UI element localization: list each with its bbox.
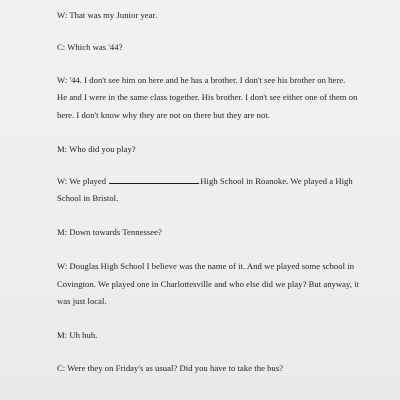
transcript-line: M: Uh huh. — [57, 330, 98, 340]
transcript-line-with-blank — [57, 176, 353, 186]
transcript-line: C: Which was '44? — [57, 42, 123, 52]
transcript-line: M: Who did you play? — [57, 144, 136, 154]
line-prefix: W: We played — [57, 176, 107, 186]
transcript-line: M: Down towards Tennessee? — [57, 227, 162, 237]
transcript-line: He and I were in the same class together. His brother. I don't see either one of them on — [57, 92, 358, 102]
transcript-line: W: Douglas High School I believe was the name of it. And we played some school in — [57, 261, 355, 271]
transcript-line: C: Were they on Friday's as usual? Did you have to take the bus? — [57, 363, 284, 373]
transcript-line: W: That was my Junior year. — [57, 10, 158, 20]
transcript-line: W: '44. I don't see him on here and he has a brother. I don't see his brother on here. — [57, 75, 346, 85]
transcript-line: School in Bristol. — [57, 193, 119, 203]
transcript-line: here. I don't know why they are not on there but they are not. — [57, 110, 270, 120]
line-suffix: High School in Roanoke. We played a High — [200, 176, 353, 186]
blank-underline — [109, 176, 199, 184]
transcript-line: Covington. We played one in Charlottesville and who else did we play? But anyway, it — [57, 279, 360, 289]
transcript-line: was just local. — [57, 296, 107, 306]
